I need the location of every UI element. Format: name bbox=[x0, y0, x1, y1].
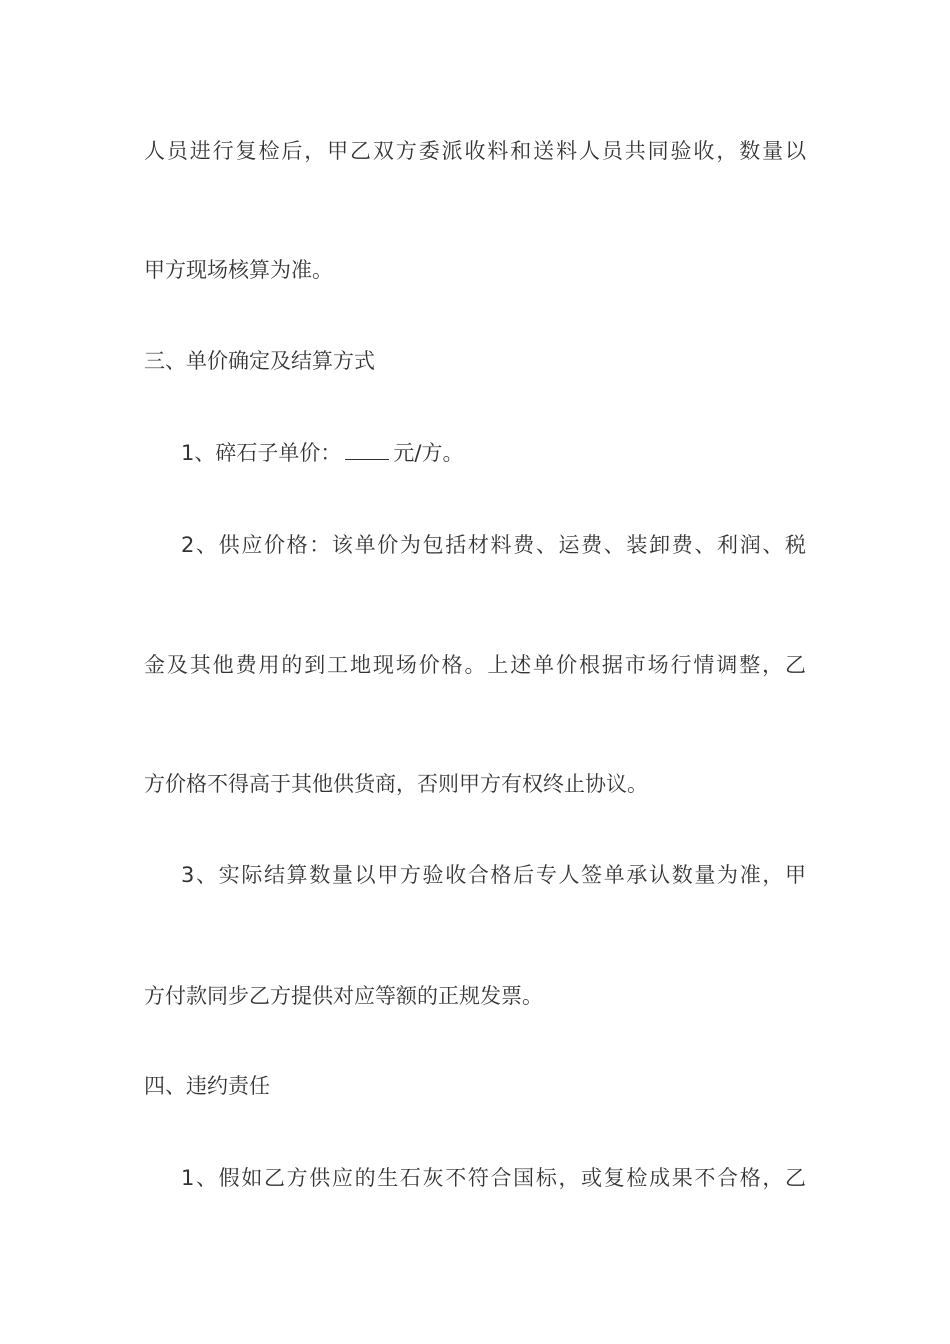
paragraph-line: 3、实际结算数量以甲方验收合格后专人签单承认数量为准，甲 bbox=[181, 863, 806, 887]
price-label: 1、碎石子单价： bbox=[181, 441, 342, 465]
price-unit: 元/方。 bbox=[393, 441, 464, 465]
paragraph-line: 人员进行复检后，甲乙双方委派收料和送料人员共同验收，数量以 bbox=[144, 139, 806, 163]
paragraph-line: 金及其他费用的到工地现场价格。上述单价根据市场行情调整，乙 bbox=[144, 653, 806, 677]
price-blank bbox=[345, 441, 389, 460]
paragraph-line: 甲方现场核算为准。 bbox=[144, 258, 333, 282]
price-line bbox=[181, 438, 806, 468]
section-heading: 三、单价确定及结算方式 bbox=[144, 349, 375, 373]
section-heading: 四、违约责任 bbox=[144, 1074, 270, 1098]
paragraph-line: 2、供应价格：该单价为包括材料费、运费、装卸费、利润、税 bbox=[181, 533, 806, 557]
paragraph-line: 方付款同步乙方提供对应等额的正规发票。 bbox=[144, 984, 543, 1008]
paragraph-line: 方价格不得高于其他供货商，否则甲方有权终止协议。 bbox=[144, 772, 648, 796]
paragraph-line: 1、假如乙方供应的生石灰不符合国标，或复检成果不合格，乙 bbox=[181, 1166, 806, 1190]
